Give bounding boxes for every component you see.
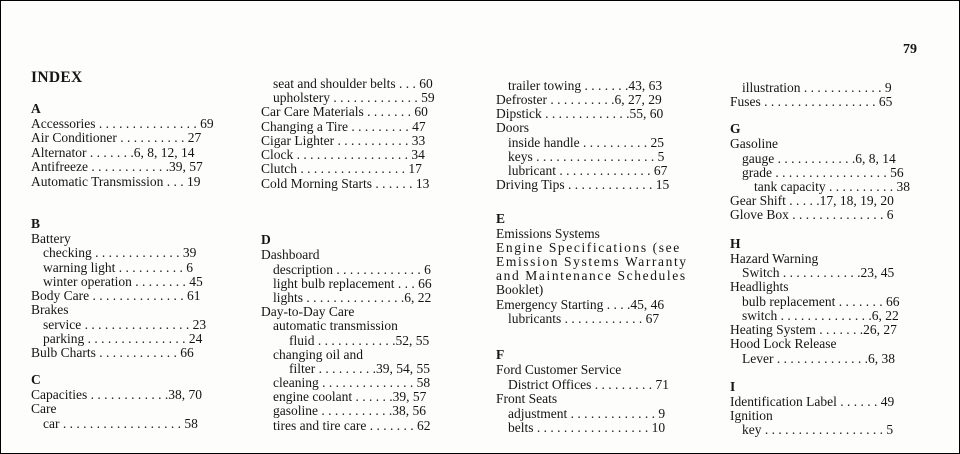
section-letter-i: I [730,379,736,394]
index-subentry: seat and shoulder belts . . . 60 [273,76,433,91]
index-entry: Dipstick . . . . . . . . . . . . .55, 60 [496,106,664,121]
index-subentry: keys . . . . . . . . . . . . . . . . . . 5 [508,149,665,164]
index-entry: Headlights [730,279,789,294]
index-entry: Heating System . . . . . . .26, 27 [730,322,897,337]
index-entry: Emissions Systems [496,226,600,241]
index-entry: Gear Shift . . . . .17, 18, 19, 20 [730,193,894,208]
index-subentry: engine coolant . . . . . .39, 57 [273,389,427,404]
index-entry: Bulb Charts . . . . . . . . . . . . 66 [31,345,194,360]
index-entry: and Maintenance Schedules [496,268,687,283]
index-entry: Hood Lock Release [730,336,837,351]
index-entry: Body Care . . . . . . . . . . . . . . 61 [31,288,201,303]
index-title: INDEX [31,69,83,86]
index-entry: Glove Box . . . . . . . . . . . . . . 6 [730,207,894,222]
index-entry: Care [31,401,57,416]
index-subentry: upholstery . . . . . . . . . . . . . 59 [273,90,435,105]
index-subentry: key . . . . . . . . . . . . . . . . . . 5 [742,422,894,437]
index-subentry: trailer towing . . . . . . .43, 63 [508,78,663,93]
index-subentry: tank capacity . . . . . . . . . . 38 [754,179,910,194]
section-letter-c: C [31,372,41,387]
index-subentry: parking . . . . . . . . . . . . . . . 24 [43,331,203,346]
index-entry: Doors [496,120,529,135]
index-subentry: gasoline . . . . . . . . . . .38, 56 [273,403,426,418]
index-entry: Alternator . . . . . . .6, 8, 12, 14 [31,145,195,160]
index-subentry: bulb replacement . . . . . . . 66 [742,294,900,309]
index-entry: Front Seats [496,391,558,406]
index-subentry: belts . . . . . . . . . . . . . . . . . 10 [508,420,666,435]
index-subentry: description . . . . . . . . . . . . . 6 [273,262,431,277]
section-letter-g: G [730,121,741,136]
index-entry: Driving Tips . . . . . . . . . . . . . 15 [496,177,670,192]
index-entry: Booklet) [496,282,544,297]
index-entry: Ford Customer Service [496,362,622,377]
index-subentry: Switch . . . . . . . . . . . .23, 45 [742,265,895,280]
index-subentry: winter operation . . . . . . . . 45 [43,274,203,289]
index-entry: Cigar Lighter . . . . . . . . . . . 33 [261,133,426,148]
index-subentry: light bulb replacement . . . 66 [273,276,432,291]
index-entry: Ignition [730,408,773,423]
index-entry: Brakes [31,302,69,317]
index-subentry: gauge . . . . . . . . . . . .6, 8, 14 [742,151,896,166]
index-subentry: lubricant . . . . . . . . . . . . . . 67 [508,163,668,178]
index-subentry: adjustment . . . . . . . . . . . . . 9 [508,406,666,421]
index-entry: Cold Morning Starts . . . . . . 13 [261,176,430,191]
section-letter-d: D [261,232,271,247]
index-subentry: inside handle . . . . . . . . . . 25 [508,135,664,150]
index-subentry: checking . . . . . . . . . . . . . 39 [43,245,197,260]
index-entry: Dashboard [261,247,320,262]
index-entry: Gasoline [730,136,778,151]
section-letter-b: B [31,216,41,231]
index-entry: Capacities . . . . . . . . . . . .38, 70 [31,387,202,402]
index-entry: Hazard Warning [730,251,819,266]
index-entry: Emergency Starting . . . .45, 46 [496,297,665,312]
index-subentry: automatic transmission [273,318,398,333]
index-subentry: lubricants . . . . . . . . . . . . 67 [508,311,660,326]
index-entry: Accessories . . . . . . . . . . . . . . . 69 [31,116,214,131]
index-subentry: switch . . . . . . . . . . . . . .6, 22 [742,308,899,323]
section-letter-a: A [31,101,41,116]
section-letter-h: H [730,236,741,251]
index-subentry: changing oil and [273,347,363,362]
index-entry: Changing a Tire . . . . . . . . . 47 [261,119,426,134]
index-subentry: car . . . . . . . . . . . . . . . . . . 58 [43,416,198,431]
page-number: 79 [903,42,917,57]
index-subentry: grade . . . . . . . . . . . . . . . . . 56 [742,165,904,180]
index-entry: Engine Specifications (see [496,240,681,255]
section-letter-f: F [496,347,505,362]
index-entry: Clutch . . . . . . . . . . . . . . . . 17 [261,161,422,176]
index-subentry: cleaning . . . . . . . . . . . . . . 58 [273,375,431,390]
index-subentry: Lever . . . . . . . . . . . . . .6, 38 [742,351,895,366]
index-entry: Antifreeze . . . . . . . . . . . .39, 57 [31,159,203,174]
index-entry: Emission Systems Warranty [496,254,688,269]
index-subentry: fluid . . . . . . . . . . . .52, 55 [289,333,430,348]
index-entry: Car Care Materials . . . . . . . 60 [261,104,428,119]
index-entry: Automatic Transmission . . . 19 [31,174,201,189]
section-letter-e: E [496,211,506,226]
index-entry: Battery [31,231,71,246]
index-entry: Clock . . . . . . . . . . . . . . . . . 34 [261,147,425,162]
index-subentry: illustration . . . . . . . . . . . . 9 [742,80,892,95]
index-subentry: lights . . . . . . . . . . . . . . .6, 22 [273,290,432,305]
index-entry: Day-to-Day Care [261,304,355,319]
index-entry: Fuses . . . . . . . . . . . . . . . . . 65 [730,94,893,109]
index-subentry: filter . . . . . . . . .39, 54, 55 [289,361,430,376]
index-subentry: warning light . . . . . . . . . . 6 [43,260,193,275]
index-entry: Defroster . . . . . . . . . .6, 27, 29 [496,92,662,107]
index-subentry: District Offices . . . . . . . . . 71 [508,377,669,392]
index-entry: Air Conditioner . . . . . . . . . . 27 [31,130,202,145]
index-subentry: service . . . . . . . . . . . . . . . . 23 [43,317,207,332]
index-entry: Identification Label . . . . . . 49 [730,394,895,409]
index-subentry: tires and tire care . . . . . . . 62 [273,418,431,433]
